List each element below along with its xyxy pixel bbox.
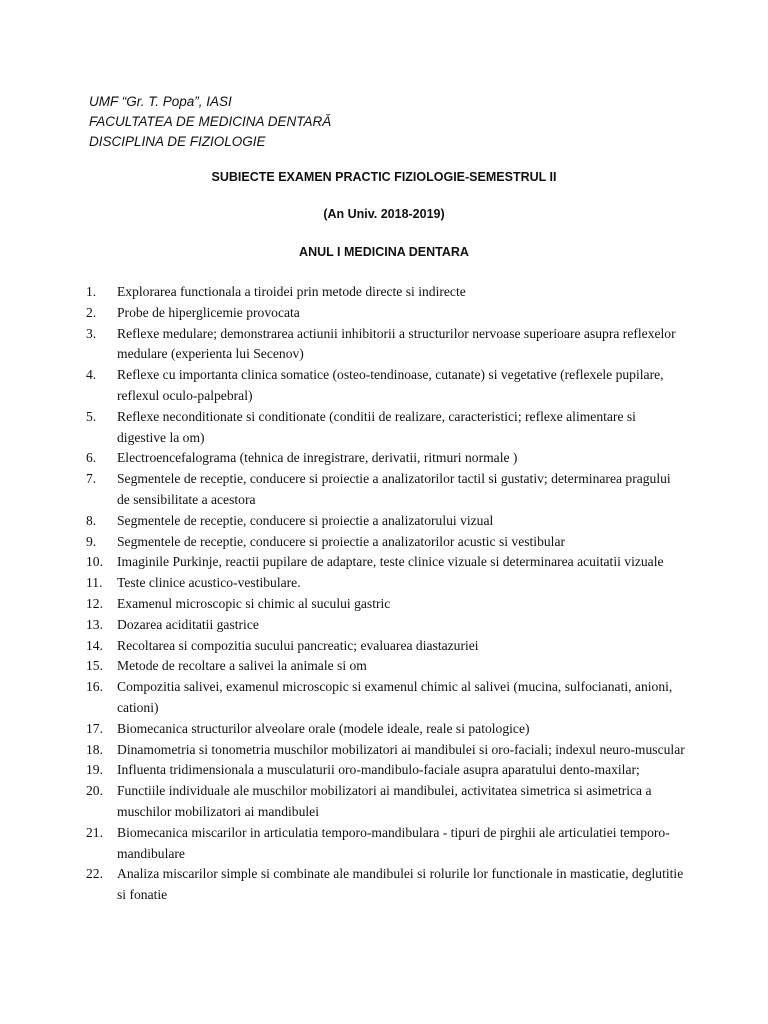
item-text: Compozitia salivei, examenul microscopic si examenul chimic al salivei (mucina, sulfocianati, anioni, cationi) <box>117 679 673 715</box>
item-number: 7. <box>86 471 97 487</box>
item-text: Electroencefalograma (tehnica de inregistrare, derivatii, ritmuri normale ) <box>117 450 518 466</box>
item-text: Segmentele de receptie, conducere si proiectie a analizatorilor tactil si gustativ; determinarea pragului de sensibilitate a acestora <box>117 471 671 507</box>
document-header <box>89 92 331 152</box>
item-number: 6. <box>86 450 97 466</box>
list-item <box>86 594 686 615</box>
list-item <box>86 324 686 366</box>
item-text: Dozarea aciditatii gastrice <box>117 616 259 632</box>
item-number: 13. <box>86 616 103 632</box>
item-text: Explorarea functionala a tiroidei prin metode directe si indirecte <box>117 284 466 299</box>
item-text: Recoltarea si compozitia sucului pancreatic; evaluarea diastazuriei <box>117 637 479 653</box>
item-number: 12. <box>86 595 103 611</box>
faculty-name: FACULTATEA DE MEDICINA DENTARĂ <box>89 114 332 129</box>
item-text: Imaginile Purkinje, reactii pupilare de adaptare, teste clinice vizuale si determinarea acuitatii vizuale <box>117 554 664 570</box>
list-item <box>86 823 686 865</box>
list-item <box>86 469 686 511</box>
item-text: Segmentele de receptie, conducere si proiectie a analizatorului vizual <box>117 512 494 528</box>
list-item <box>86 760 686 781</box>
list-item <box>86 636 686 657</box>
academic-year: (An Univ. 2018-2019) <box>323 207 445 221</box>
item-text: Biomecanica miscarilor in articulatia temporo-mandibulara - tipuri de pirghii ale articulatiei temporo-mandibulare <box>117 824 670 861</box>
list-item <box>86 781 686 823</box>
item-text: Reflexe cu importanta clinica somatice (osteo-tendinoase, cutanate) si vegetative (reflexele pupilare, reflexul oculo-palpebral) <box>117 367 664 403</box>
item-text: Reflexe medulare; demonstrarea actiunii inhibitorii a structurilor nervoase superioare asupra reflexelor medulare (experienta lui Secenov) <box>117 325 676 362</box>
list-item <box>86 365 686 407</box>
item-number: 17. <box>86 720 103 736</box>
item-text: Examenul microscopic si chimic al sucului gastric <box>117 595 391 611</box>
list-item <box>86 573 686 594</box>
exam-topics-list <box>86 282 686 906</box>
item-text: Functiile individuale ale muschilor mobilizatori ai mandibulei, activitatea simetrica si asimetrica a muschilor mobilizatori ai mandibulei <box>117 783 652 819</box>
list-item <box>86 677 686 719</box>
item-number: 8. <box>86 512 97 528</box>
item-number: 18. <box>86 741 103 757</box>
item-text: Analiza miscarilor simple si combinate ale mandibulei si rolurile lor functionale in masticatie, deglutitie si fonatie <box>117 866 684 903</box>
list-item <box>86 448 686 469</box>
list-item <box>86 303 686 324</box>
discipline-name: DISCIPLINA DE FIZIOLOGIE <box>89 134 266 149</box>
item-text: Metode de recoltare a salivei la animale si om <box>117 658 367 674</box>
item-text: Teste clinice acustico-vestibulare. <box>117 575 301 591</box>
item-number: 15. <box>86 658 103 674</box>
item-number: 20. <box>86 783 103 799</box>
item-number: 9. <box>86 533 97 549</box>
program-title: ANUL I MEDICINA DENTARA <box>299 245 469 259</box>
document-title: SUBIECTE EXAMEN PRACTIC FIZIOLOGIE-SEMESTRUL II <box>211 170 557 184</box>
item-number: 2. <box>86 304 97 320</box>
list-item <box>86 740 686 761</box>
item-text: Segmentele de receptie, conducere si proiectie a analizatorilor acustic si vestibular <box>117 533 566 549</box>
item-number: 14. <box>86 637 103 653</box>
list-item <box>86 552 686 573</box>
list-item <box>86 864 686 906</box>
item-number: 3. <box>86 325 97 341</box>
list-item <box>86 656 686 677</box>
list-item <box>86 532 686 553</box>
university-name: UMF “Gr. T. Popa”, IASI <box>89 94 232 109</box>
item-number: 21. <box>86 824 103 840</box>
item-text: Influenta tridimensionala a musculaturii oro-mandibulo-faciale asupra aparatului dento-maxilar; <box>117 762 640 778</box>
item-number: 4. <box>86 367 97 383</box>
item-text: Dinamometria si tonometria muschilor mobilizatori ai mandibulei si oro-faciali; indexul neuro-muscular <box>117 741 685 757</box>
item-number: 1. <box>86 284 97 299</box>
list-item <box>86 615 686 636</box>
item-number: 16. <box>86 679 103 695</box>
item-number: 5. <box>86 408 97 424</box>
item-number: 19. <box>86 762 103 778</box>
list-item <box>86 407 686 449</box>
item-text: Biomecanica structurilor alveolare orale (modele ideale, reale si patologice) <box>117 720 530 736</box>
list-item <box>86 719 686 740</box>
item-text: Probe de hiperglicemie provocata <box>117 304 300 320</box>
list-item <box>86 282 686 303</box>
item-number: 10. <box>86 554 103 570</box>
list-item <box>86 511 686 532</box>
item-text: Reflexe neconditionate si conditionate (conditii de realizare, caracteristici; reflexe alimentare si digestive la om) <box>117 408 636 445</box>
item-number: 22. <box>86 866 103 882</box>
item-number: 11. <box>86 575 103 591</box>
